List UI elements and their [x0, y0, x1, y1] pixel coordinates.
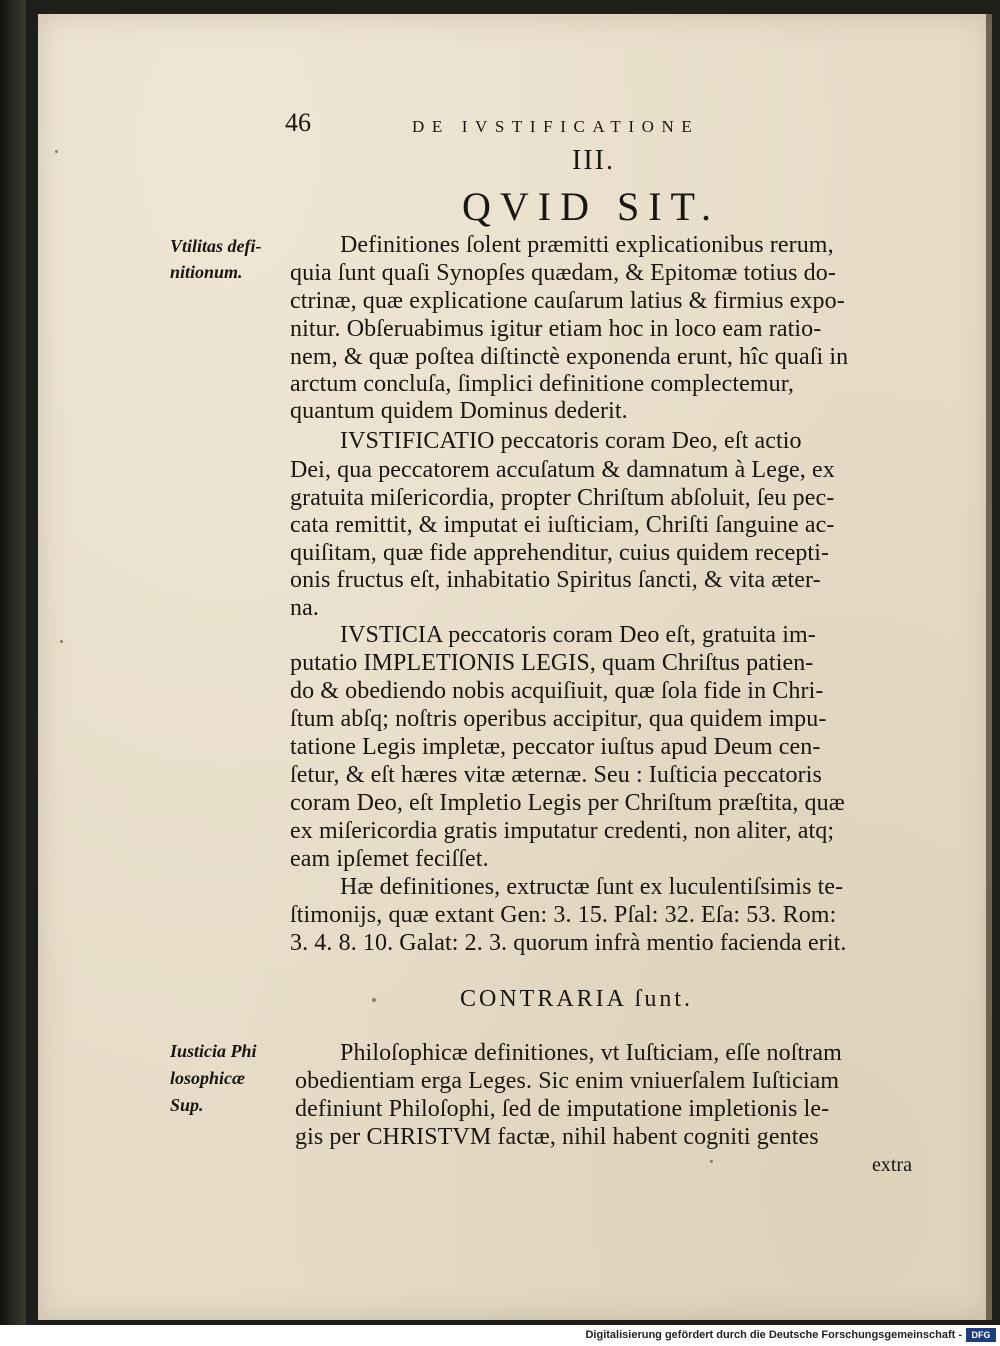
body-line: ſtum abſq; noſtris operibus accipitur, qua quidem impu-	[290, 706, 827, 732]
section-heading: CONTRARIA ſunt.	[460, 986, 694, 1012]
body-line: quantum quidem Dominus dederit.	[290, 398, 628, 424]
chapter-title: QVID SIT.	[462, 184, 721, 229]
body-line: cata remittit, & imputat ei iuſticiam, Chriſti ſanguine ac-	[290, 512, 835, 538]
body-line: coram Deo, eſt Impletio Legis per Chriſtum præſtita, quæ	[290, 790, 845, 816]
margin-note: Iusticia Phi	[170, 1041, 257, 1061]
body-line: arctum concluſa, ſimplici definitione complectemur,	[290, 371, 794, 397]
body-line: gratuita miſericordia, propter Chriſtum abſoluit, ſeu pec-	[290, 485, 835, 511]
page-number: 46	[285, 108, 311, 137]
body-line: Dei, qua peccatorem accuſatum & damnatum à Lege, ex	[290, 457, 835, 483]
body-line: 3. 4. 8. 10. Galat: 2. 3. quorum infrà mentio facienda erit.	[290, 930, 847, 956]
foxing-speck	[372, 998, 376, 1002]
foxing-speck	[60, 640, 63, 643]
body-line: nitur. Obſeruabimus igitur etiam hoc in loco eam ratio-	[290, 316, 822, 342]
body-line: quiſitam, quæ fide apprehenditur, cuius quidem recepti-	[290, 540, 830, 566]
body-line: ſetur, & eſt hæres vitæ æternæ. Seu : Iuſticia peccatoris	[290, 762, 822, 788]
body-line: onis fructus eſt, inhabitatio Spiritus ſancti, & vita æter-	[290, 567, 821, 593]
body-line: ſtimonijs, quæ extant Gen: 3. 15. Pſal: 32. Eſa: 53. Rom:	[290, 902, 837, 928]
body-line: Definitiones ſolent præmitti explicationibus rerum,	[340, 232, 834, 258]
chapter-number: III.	[572, 145, 615, 176]
foxing-speck	[710, 1160, 713, 1163]
body-line: na.	[290, 595, 319, 621]
margin-note: Sup.	[170, 1095, 204, 1115]
body-line: ctrinæ, quæ explicatione cauſarum latius & firmius expo-	[290, 288, 845, 314]
margin-note: losophicæ	[170, 1068, 246, 1088]
body-line: putatio IMPLETIONIS LEGIS, quam Chriſtus patien-	[290, 650, 814, 676]
body-line: do & obediendo nobis acquiſiuit, quæ ſola fide in Chri-	[290, 678, 824, 704]
book-binding-edge	[0, 0, 26, 1325]
body-line: quia ſunt quaſi Synopſes quædam, & Epitomæ totius do-	[290, 260, 836, 286]
foxing-speck	[55, 150, 58, 153]
dfg-logo-icon: DFG	[966, 1328, 996, 1342]
catchword: extra	[872, 1154, 912, 1176]
page-edge	[986, 14, 992, 1320]
footer-bar	[0, 1325, 1000, 1346]
body-line: Philoſophicæ definitiones, vt Iuſticiam, eſſe noſtram	[340, 1040, 842, 1066]
running-head: DE IVSTIFICATIONE	[412, 117, 700, 136]
body-line: eam ipſemet feciſſet.	[290, 846, 489, 872]
body-line: tatione Legis impletæ, peccator iuſtus apud Deum cen-	[290, 734, 821, 760]
body-line: definiunt Philoſophi, ſed de imputatione impletionis le-	[295, 1096, 830, 1122]
body-line: Hæ definitiones, extructæ ſunt ex luculentiſsimis te-	[340, 874, 844, 900]
margin-note: Vtilitas defi-	[170, 236, 262, 256]
margin-note: nitionum.	[170, 262, 243, 282]
body-line: IVSTICIA peccatoris coram Deo eſt, gratuita im-	[340, 622, 816, 648]
body-line: nem, & quæ poſtea diſtinctè exponenda erunt, hîc quaſi in	[290, 344, 849, 370]
body-line: ex miſericordia gratis imputatur credenti, non aliter, atq;	[290, 818, 835, 844]
footer-credit: Digitalisierung gefördert durch die Deutsche Forschungsgemeinschaft -	[585, 1329, 962, 1341]
body-line: IVSTIFICATIO peccatoris coram Deo, eſt actio	[340, 428, 802, 454]
body-line: obedientiam erga Leges. Sic enim vniuerſalem Iuſticiam	[295, 1068, 840, 1094]
body-line: gis per CHRISTVM factæ, nihil habent cogniti gentes	[295, 1124, 819, 1150]
